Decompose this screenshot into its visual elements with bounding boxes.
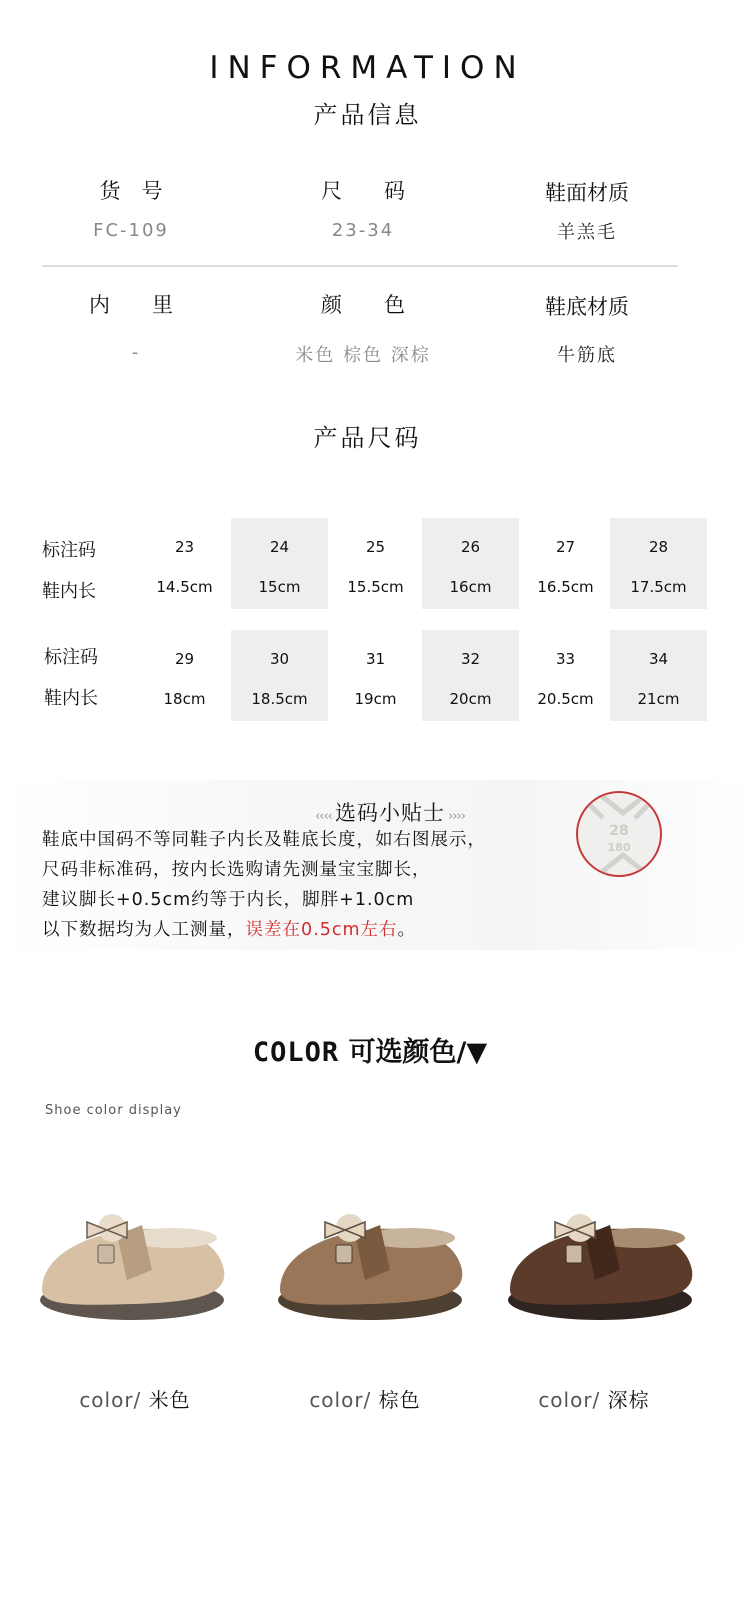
shoe-tag	[566, 1245, 582, 1263]
size-code: 26	[460, 538, 481, 556]
caption-prefix: color/	[79, 1388, 142, 1412]
size-cell	[517, 518, 614, 609]
inner-length-label: 鞋内长	[44, 688, 98, 709]
color-title-cn: 可选颜色/	[348, 1037, 467, 1068]
inner-length: 20cm	[449, 690, 492, 708]
triangle-down-icon: ▼	[466, 1037, 488, 1068]
size-code-label: 标注码	[44, 647, 98, 668]
info-divider	[42, 265, 678, 267]
tip-text: 以下数据均为人工测量，	[42, 920, 246, 940]
size-code: 27	[555, 538, 576, 556]
sole-material-label: 鞋底材质	[545, 295, 629, 319]
inner-length: 15.5cm	[347, 578, 404, 596]
shoe-image-dark-brown	[500, 1200, 700, 1330]
item-number-label: 货 号	[99, 179, 163, 203]
tip-text: 。	[397, 920, 416, 940]
size-cell	[231, 518, 328, 609]
lining-label: 内 里	[89, 293, 173, 317]
inner-length: 16.5cm	[537, 578, 594, 596]
sole-material-value: 牛筋底	[557, 345, 617, 366]
shoe-tag	[98, 1245, 114, 1263]
caption-prefix: color/	[538, 1388, 601, 1412]
inner-length: 16cm	[449, 578, 492, 596]
lining-value: -	[131, 342, 141, 363]
size-code: 31	[365, 650, 386, 668]
left-chevrons-icon: ‹‹‹‹	[315, 809, 335, 824]
color-caption-brown	[255, 1384, 475, 1413]
size-code: 34	[648, 650, 669, 668]
size-code: 28	[648, 538, 669, 556]
shoe-image-beige	[32, 1200, 232, 1330]
size-code: 25	[365, 538, 386, 556]
size-cell	[136, 630, 233, 721]
color-title-en: COLOR	[252, 1037, 340, 1068]
size-cell	[610, 630, 707, 721]
size-cell	[136, 518, 233, 609]
upper-material-label: 鞋面材质	[545, 181, 629, 205]
tip-line: 尺码非标准码，按内长选购请先测量宝宝脚长，	[42, 860, 431, 880]
caption-color-name: 棕色	[378, 1388, 421, 1412]
size-cell	[610, 518, 707, 609]
color-display-subtitle: Shoe color display	[45, 1103, 182, 1118]
caption-color-name: 米色	[148, 1388, 191, 1412]
shoe-tag	[336, 1245, 352, 1263]
size-cell	[231, 630, 328, 721]
sole-length-number: 180	[607, 841, 631, 854]
upper-material-value: 羊羔毛	[557, 222, 617, 243]
inner-length: 20.5cm	[537, 690, 594, 708]
tip-line: 建议脚长+0.5cm约等于内长，脚胖+1.0cm	[42, 890, 415, 910]
item-number-value: FC-109	[93, 220, 169, 241]
caption-color-name: 深棕	[607, 1388, 650, 1412]
size-cell	[517, 630, 614, 721]
inner-length-label: 鞋内长	[42, 581, 96, 602]
size-code: 32	[460, 650, 481, 668]
color-label: 颜 色	[321, 293, 405, 317]
inner-length: 15cm	[258, 578, 301, 596]
tip-line: 鞋底中国码不等同鞋子内长及鞋底长度，如右图展示，	[42, 830, 486, 850]
product-info-title: 产品信息	[313, 101, 422, 129]
size-range-label: 尺 码	[321, 179, 405, 203]
size-code: 23	[174, 538, 195, 556]
color-section-title	[0, 1030, 740, 1069]
sole-size-marking-image	[576, 791, 662, 877]
inner-length: 18.5cm	[251, 690, 308, 708]
size-chart-title: 产品尺码	[313, 424, 422, 452]
tip-highlight: 误差在0.5cm左右	[245, 920, 398, 940]
size-code-label: 标注码	[42, 540, 96, 561]
size-tips-title	[275, 797, 505, 827]
inner-length: 19cm	[354, 690, 397, 708]
size-cell	[327, 630, 424, 721]
color-caption-beige	[25, 1384, 245, 1413]
inner-length: 18cm	[163, 690, 206, 708]
size-cell	[422, 630, 519, 721]
caption-prefix: color/	[309, 1388, 372, 1412]
inner-length: 21cm	[637, 690, 680, 708]
size-code: 24	[269, 538, 290, 556]
sole-size-number: 28	[609, 823, 629, 839]
size-tips-title-text: 选码小贴士	[335, 801, 445, 825]
tip-line	[42, 916, 416, 941]
right-chevrons-icon: ››››	[445, 809, 465, 824]
sole-pattern-icon	[578, 793, 660, 875]
size-code: 33	[555, 650, 576, 668]
size-range-value: 23-34	[331, 220, 395, 241]
inner-length: 17.5cm	[630, 578, 687, 596]
information-title: INFORMATION	[209, 50, 526, 86]
inner-length: 14.5cm	[156, 578, 213, 596]
size-cell	[327, 518, 424, 609]
shoe-image-brown	[270, 1200, 470, 1330]
color-value: 米色 棕色 深棕	[295, 345, 431, 366]
color-caption-dark-brown	[484, 1384, 704, 1413]
size-code: 29	[174, 650, 195, 668]
size-cell	[422, 518, 519, 609]
size-code: 30	[269, 650, 290, 668]
